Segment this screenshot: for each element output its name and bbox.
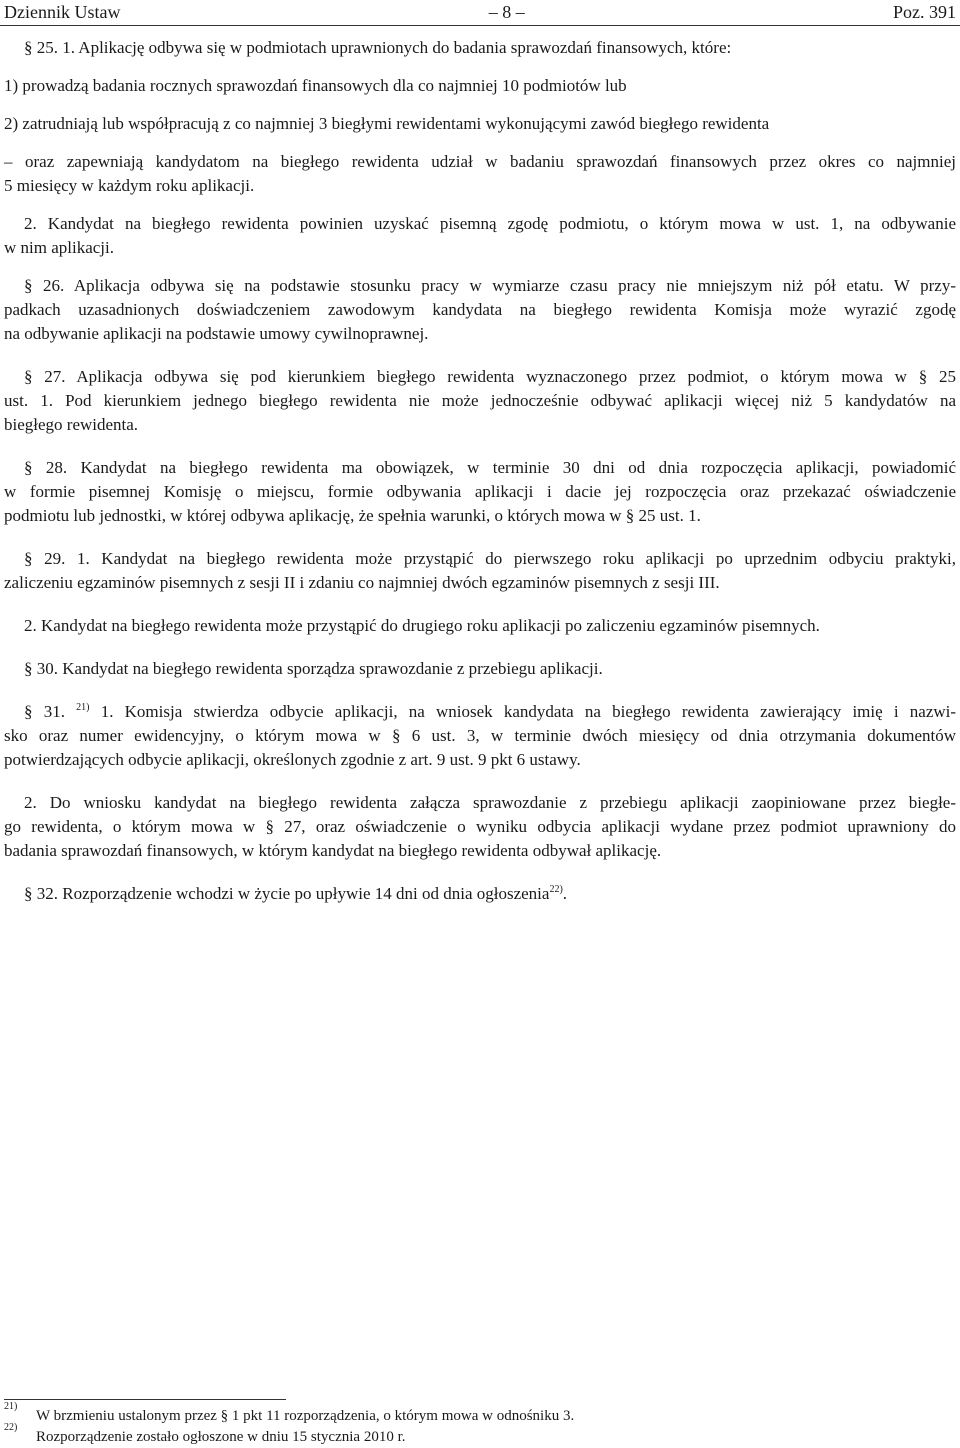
footnote-mark: 22): [4, 1422, 18, 1433]
footnote-ref-22: 22): [549, 884, 563, 895]
paragraph-27-line: ust. 1. Pod kierunkiem jednego biegłego rewidenta nie może jednocześnie odbywać aplikacji więcej niż 5 kandydatów na: [4, 391, 956, 410]
document-body: [4, 36, 956, 906]
paragraph-25-line: 5 miesięcy w każdym roku aplikacji.: [4, 176, 255, 195]
paragraph-26-line: na odbywanie aplikacji na podstawie umowy cywilnoprawnej.: [4, 324, 429, 343]
paragraph-29-line: § 29. 1. Kandydat na biegłego rewidenta może przystąpić do pierwszego roku aplikacji po uprzednim odbyciu praktyki,: [24, 549, 956, 568]
footnote-21: [4, 1401, 956, 1427]
paragraph-31-line: sko oraz numer ewidencyjny, o którym mowa w § 6 ust. 3, w terminie dwóch miesięcy od dnia otrzymania dokumentów: [4, 726, 956, 745]
list-item: 2) zatrudniają lub współpracują z co najmniej 3 biegłymi rewidentami wykonującymi zawód biegłego rewidenta: [4, 114, 770, 133]
paragraph-28-line: podmiotu lub jednostki, w której odbywa aplikację, że spełnia warunki, o których mowa w § 25 ust. 1.: [4, 506, 701, 525]
header-rule: [0, 25, 960, 26]
paragraph-29-2: 2. Kandydat na biegłego rewidenta może przystąpić do drugiego roku aplikacji po zaliczeniu egzaminów pisemnych.: [24, 616, 820, 635]
journal-title: Dziennik Ustaw: [4, 2, 121, 22]
paragraph-27-line: § 27. Aplikacja odbywa się pod kierunkiem biegłego rewidenta wyznaczonego przez podmiot, o którym mowa w § 25: [24, 367, 956, 386]
position-number: Poz. 391: [892, 2, 956, 22]
paragraph-31-2-line: 2. Do wniosku kandydat na biegłego rewidenta załącza sprawozdanie z przebiegu aplikacji zaopiniowane przez biegłe-: [24, 793, 956, 812]
footnote-rule: [4, 1399, 286, 1400]
paragraph-25-line: § 25. 1. Aplikację odbywa się w podmiotach uprawnionych do badania sprawozdań finansowych, które:: [24, 38, 732, 57]
paragraph-31-number: § 31.: [24, 702, 65, 721]
paragraph-25-2-line: 2. Kandydat na biegłego rewidenta powinien uzyskać pisemną zgodę podmiotu, o którym mowa w ust. 1, na odbywanie: [24, 214, 956, 233]
paragraph-32-end: .: [562, 884, 568, 903]
paragraph-32-text: § 32. Rozporządzenie wchodzi w życie po upływie 14 dni od dnia ogłoszenia: [24, 884, 550, 903]
page-header: [0, 0, 960, 26]
footnote-mark: 21): [4, 1401, 18, 1412]
paragraph-30: § 30. Kandydat na biegłego rewidenta sporządza sprawozdanie z przebiegu aplikacji.: [24, 659, 603, 678]
paragraph-27-line: biegłego rewidenta.: [4, 415, 139, 434]
paragraph-26-line: padkach uzasadnionych doświadczeniem zawodowym kandydata na biegłego rewidenta Komisja może wyrazić zgodę: [4, 300, 956, 319]
footnotes: [4, 1399, 956, 1448]
paragraph-31-line: potwierdzających odbycie aplikacji, określonych zgodnie z art. 9 ust. 9 pkt 6 ustawy.: [4, 750, 581, 769]
footnote-ref-21: 21): [76, 702, 90, 713]
paragraph-31-text: 1. Komisja stwierdza odbycie aplikacji, na wniosek kandydata na biegłego rewidenta zawierający imię i nazwi-: [100, 702, 957, 721]
paragraph-29-line: zaliczeniu egzaminów pisemnych z sesji II i zdaniu co najmniej dwóch egzaminów pisemnych z sesji III.: [4, 573, 720, 592]
footnote-22: [4, 1422, 956, 1448]
list-item: 1) prowadzą badania rocznych sprawozdań finansowych dla co najmniej 10 podmiotów lub: [4, 76, 627, 95]
footnote-text: Rozporządzenie zostało ogłoszone w dniu 15 stycznia 2010 r.: [36, 1429, 406, 1445]
page-number: – 8 –: [488, 2, 525, 22]
paragraph-28-line: § 28. Kandydat na biegłego rewidenta ma obowiązek, w terminie 30 dni od dnia rozpoczęcia aplikacji, powiadomić: [24, 458, 956, 477]
paragraph-31-line: [4, 700, 956, 724]
paragraph-32: [4, 882, 956, 906]
paragraph-25-line: – oraz zapewniają kandydatom na biegłego rewidenta udział w badaniu sprawozdań finansowych przez okres co najmniej: [4, 152, 956, 171]
paragraph-28-line: w formie pisemnej Komisję o miejscu, formie odbywania aplikacji i dacie jej rozpoczęcia oraz przekazać oświadczenie: [4, 482, 956, 501]
paragraph-26-line: § 26. Aplikacja odbywa się na podstawie stosunku pracy w wymiarze czasu pracy nie mniejszym niż pół etatu. W przy-: [24, 276, 956, 295]
paragraph-25-2-line: w nim aplikacji.: [4, 238, 115, 257]
footnote-text: W brzmieniu ustalonym przez § 1 pkt 11 rozporządzenia, o którym mowa w odnośniku 3.: [36, 1408, 575, 1424]
paragraph-31-2-line: go rewidenta, o którym mowa w § 27, oraz oświadczenie o wyniku odbycia aplikacji wydane przez podmiot uprawniony do: [4, 817, 956, 836]
paragraph-31-2-line: badania sprawozdań finansowych, w którym kandydat na biegłego rewidenta odbywał aplikację.: [4, 841, 662, 860]
